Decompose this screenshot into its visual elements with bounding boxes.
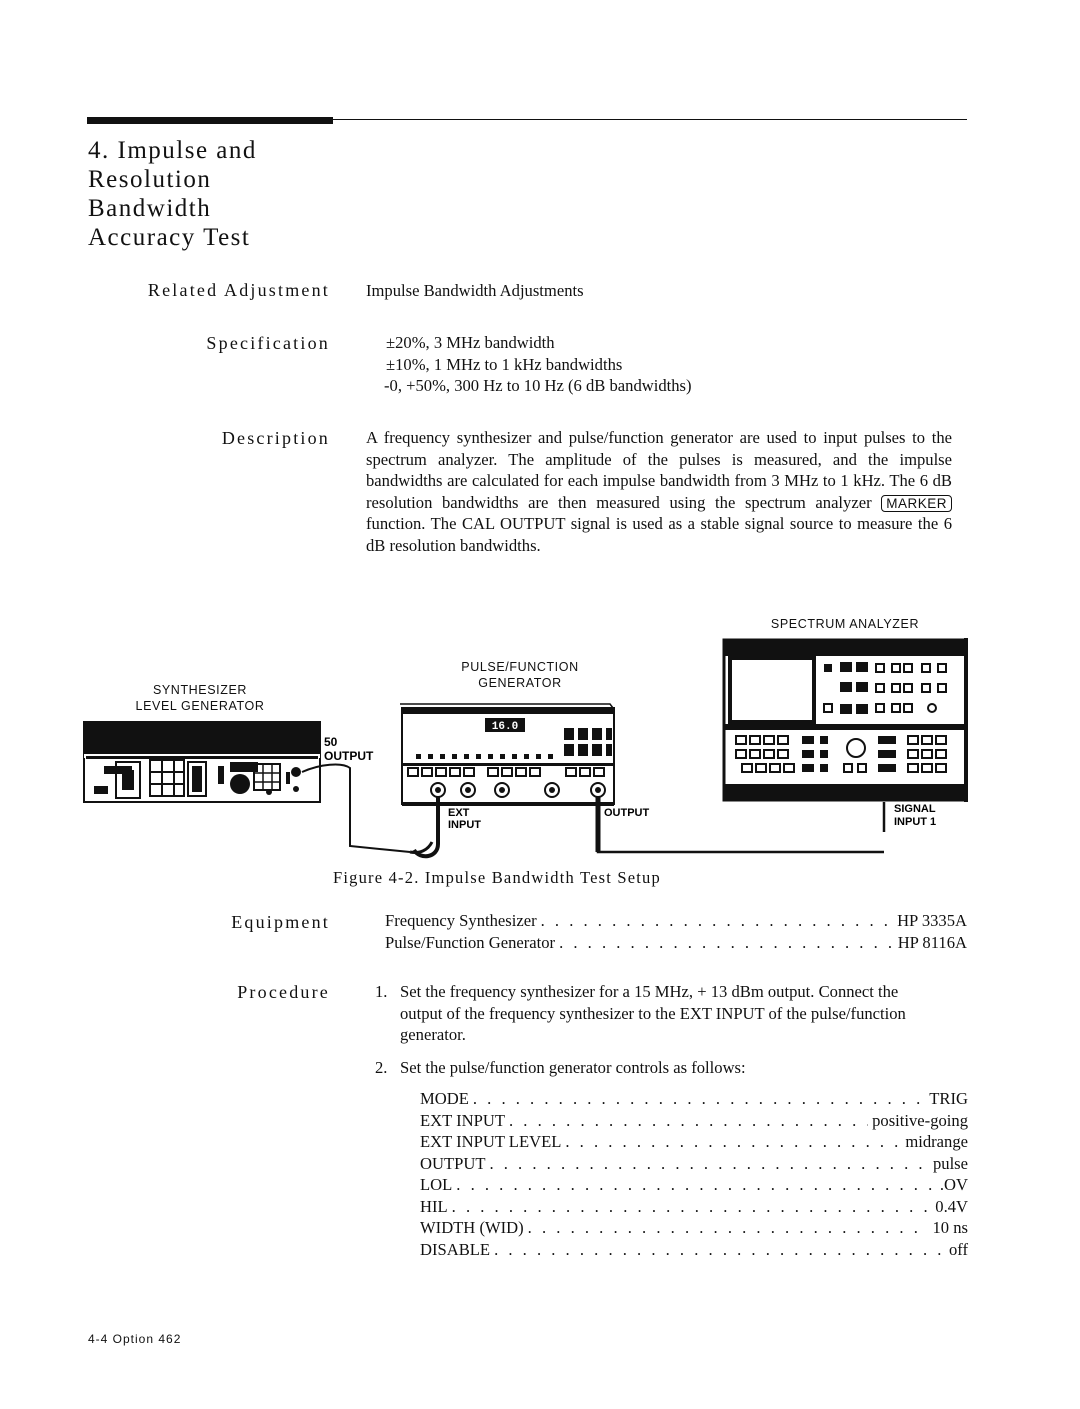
figure-caption: Figure 4-2. Impulse Bandwidth Test Setup: [333, 868, 661, 887]
setting-name: EXT INPUT LEVEL: [420, 1132, 562, 1151]
equipment-model: HP 3335A: [897, 911, 967, 930]
setting-row: [420, 1174, 968, 1196]
related-adjustment-text: Impulse Bandwidth Adjustments: [366, 281, 584, 300]
setting-value: off: [948, 1239, 968, 1259]
synthesizer-label-1: SYNTHESIZER: [152, 683, 248, 697]
setting-value: .OV: [939, 1175, 968, 1194]
specification-list: [386, 332, 976, 397]
ext-input-label-1: EXT: [448, 807, 470, 819]
synthesizer-instrument: [84, 722, 320, 802]
signal-input-label-1: SIGNAL: [894, 803, 936, 815]
step-2-number: 2.: [375, 1058, 388, 1077]
setting-name: MODE: [420, 1089, 469, 1108]
equipment-name: Frequency Synthesizer: [385, 911, 537, 930]
equipment-label: Equipment: [231, 912, 330, 932]
equipment-model: HP 8116A: [897, 932, 967, 952]
setting-value: 0.4V: [935, 1196, 968, 1216]
setting-value: TRIG: [929, 1089, 968, 1108]
output-50-label-1: 50: [324, 735, 338, 749]
output-50-label-2: OUTPUT: [324, 749, 374, 763]
spec-line-3: -0, +50%, 300 Hz to 10 Hz (6 dB bandwidths): [384, 376, 692, 395]
ext-input-label-2: INPUT: [448, 819, 481, 831]
step-2-text: Set the pulse/function generator controls as follows:: [400, 1058, 746, 1077]
pulse-generator-label-1: PULSE/FUNCTION: [461, 660, 579, 674]
header-rule-thick: [87, 117, 333, 124]
spectrum-analyzer-instrument: [724, 638, 968, 802]
pulse-generator-instrument: [400, 704, 614, 806]
equipment-name: Pulse/Function Generator: [385, 932, 556, 952]
setting-row: [420, 1088, 968, 1110]
setting-value: pulse: [932, 1153, 968, 1173]
section-title-line-2: Resolution: [88, 166, 212, 193]
setting-name: DISABLE: [420, 1239, 491, 1259]
equipment-list: [385, 910, 967, 953]
setting-name: HIL: [420, 1196, 448, 1216]
signal-input-label-2: INPUT 1: [894, 816, 937, 828]
related-adjustment-label: Related Adjustment: [147, 280, 330, 300]
description-text-part-2: function. The CAL OUTPUT signal is used as a stable signal source to measure the 6 dB resolution bandwidths.: [366, 514, 952, 555]
setting-row: [420, 1131, 968, 1153]
test-setup-diagram: [80, 636, 980, 862]
setting-value: midrange: [905, 1132, 968, 1151]
description-text-part-1: A frequency synthesizer and pulse/function generator are used to input pulses to the spectrum analyzer. The amplitude of the pulses is measured, and the impulse bandwidths are calculated for each impulse bandwidth from 3 MHz to 1 kHz. The 6 dB resolution bandwidths are then measured using the spectrum analyzer: [366, 428, 952, 512]
pulse-to-analyzer-cable: [598, 796, 884, 852]
setting-value: 10 ns: [932, 1218, 968, 1237]
section-title-line-3: Bandwidth: [88, 195, 212, 222]
equipment-row: [385, 910, 967, 932]
description-label: Description: [221, 428, 330, 448]
synthesizer-label-2: LEVEL GENERATOR: [135, 699, 265, 713]
setting-value: positive-going: [872, 1110, 968, 1130]
spec-line-1: ±20%, 3 MHz bandwidth: [386, 333, 555, 352]
setting-row: [420, 1239, 968, 1261]
pulse-generator-display: 16.0: [491, 721, 519, 733]
pulse-output-label: OUTPUT: [604, 807, 650, 819]
setting-name: LOL: [420, 1175, 453, 1194]
settings-list: [420, 1088, 968, 1260]
setting-row: [420, 1110, 968, 1132]
procedure-label: Procedure: [237, 982, 330, 1002]
pulse-generator-label-2: GENERATOR: [478, 676, 562, 690]
step-1-text: Set the frequency synthesizer for a 15 MHz, + 13 dBm output. Connect the output of the frequency synthesizer to the EXT INPUT of the pulse/function generator.: [400, 982, 906, 1044]
section-title-line-1: 4. Impulse and: [88, 137, 257, 164]
setting-name: WIDTH (WID): [420, 1218, 524, 1237]
specification-label: Specification: [206, 333, 330, 353]
spec-line-2: ±10%, 1 MHz to 1 kHz bandwidths: [386, 354, 623, 374]
step-1-number: 1.: [375, 982, 388, 1001]
equipment-row: [385, 932, 967, 954]
page-footer: 4-4 Option 462: [88, 1332, 182, 1346]
header-rule-thin: [333, 119, 967, 120]
setting-row: [420, 1196, 968, 1218]
setting-name: OUTPUT: [420, 1153, 486, 1173]
setting-row: [420, 1153, 968, 1175]
marker-key: MARKER: [881, 495, 952, 512]
setting-name: EXT INPUT: [420, 1110, 505, 1130]
spectrum-analyzer-label: SPECTRUM ANALYZER: [770, 617, 920, 631]
description-text: [366, 427, 952, 556]
setting-row: [420, 1217, 968, 1239]
section-title-line-4: Accuracy Test: [88, 224, 251, 251]
